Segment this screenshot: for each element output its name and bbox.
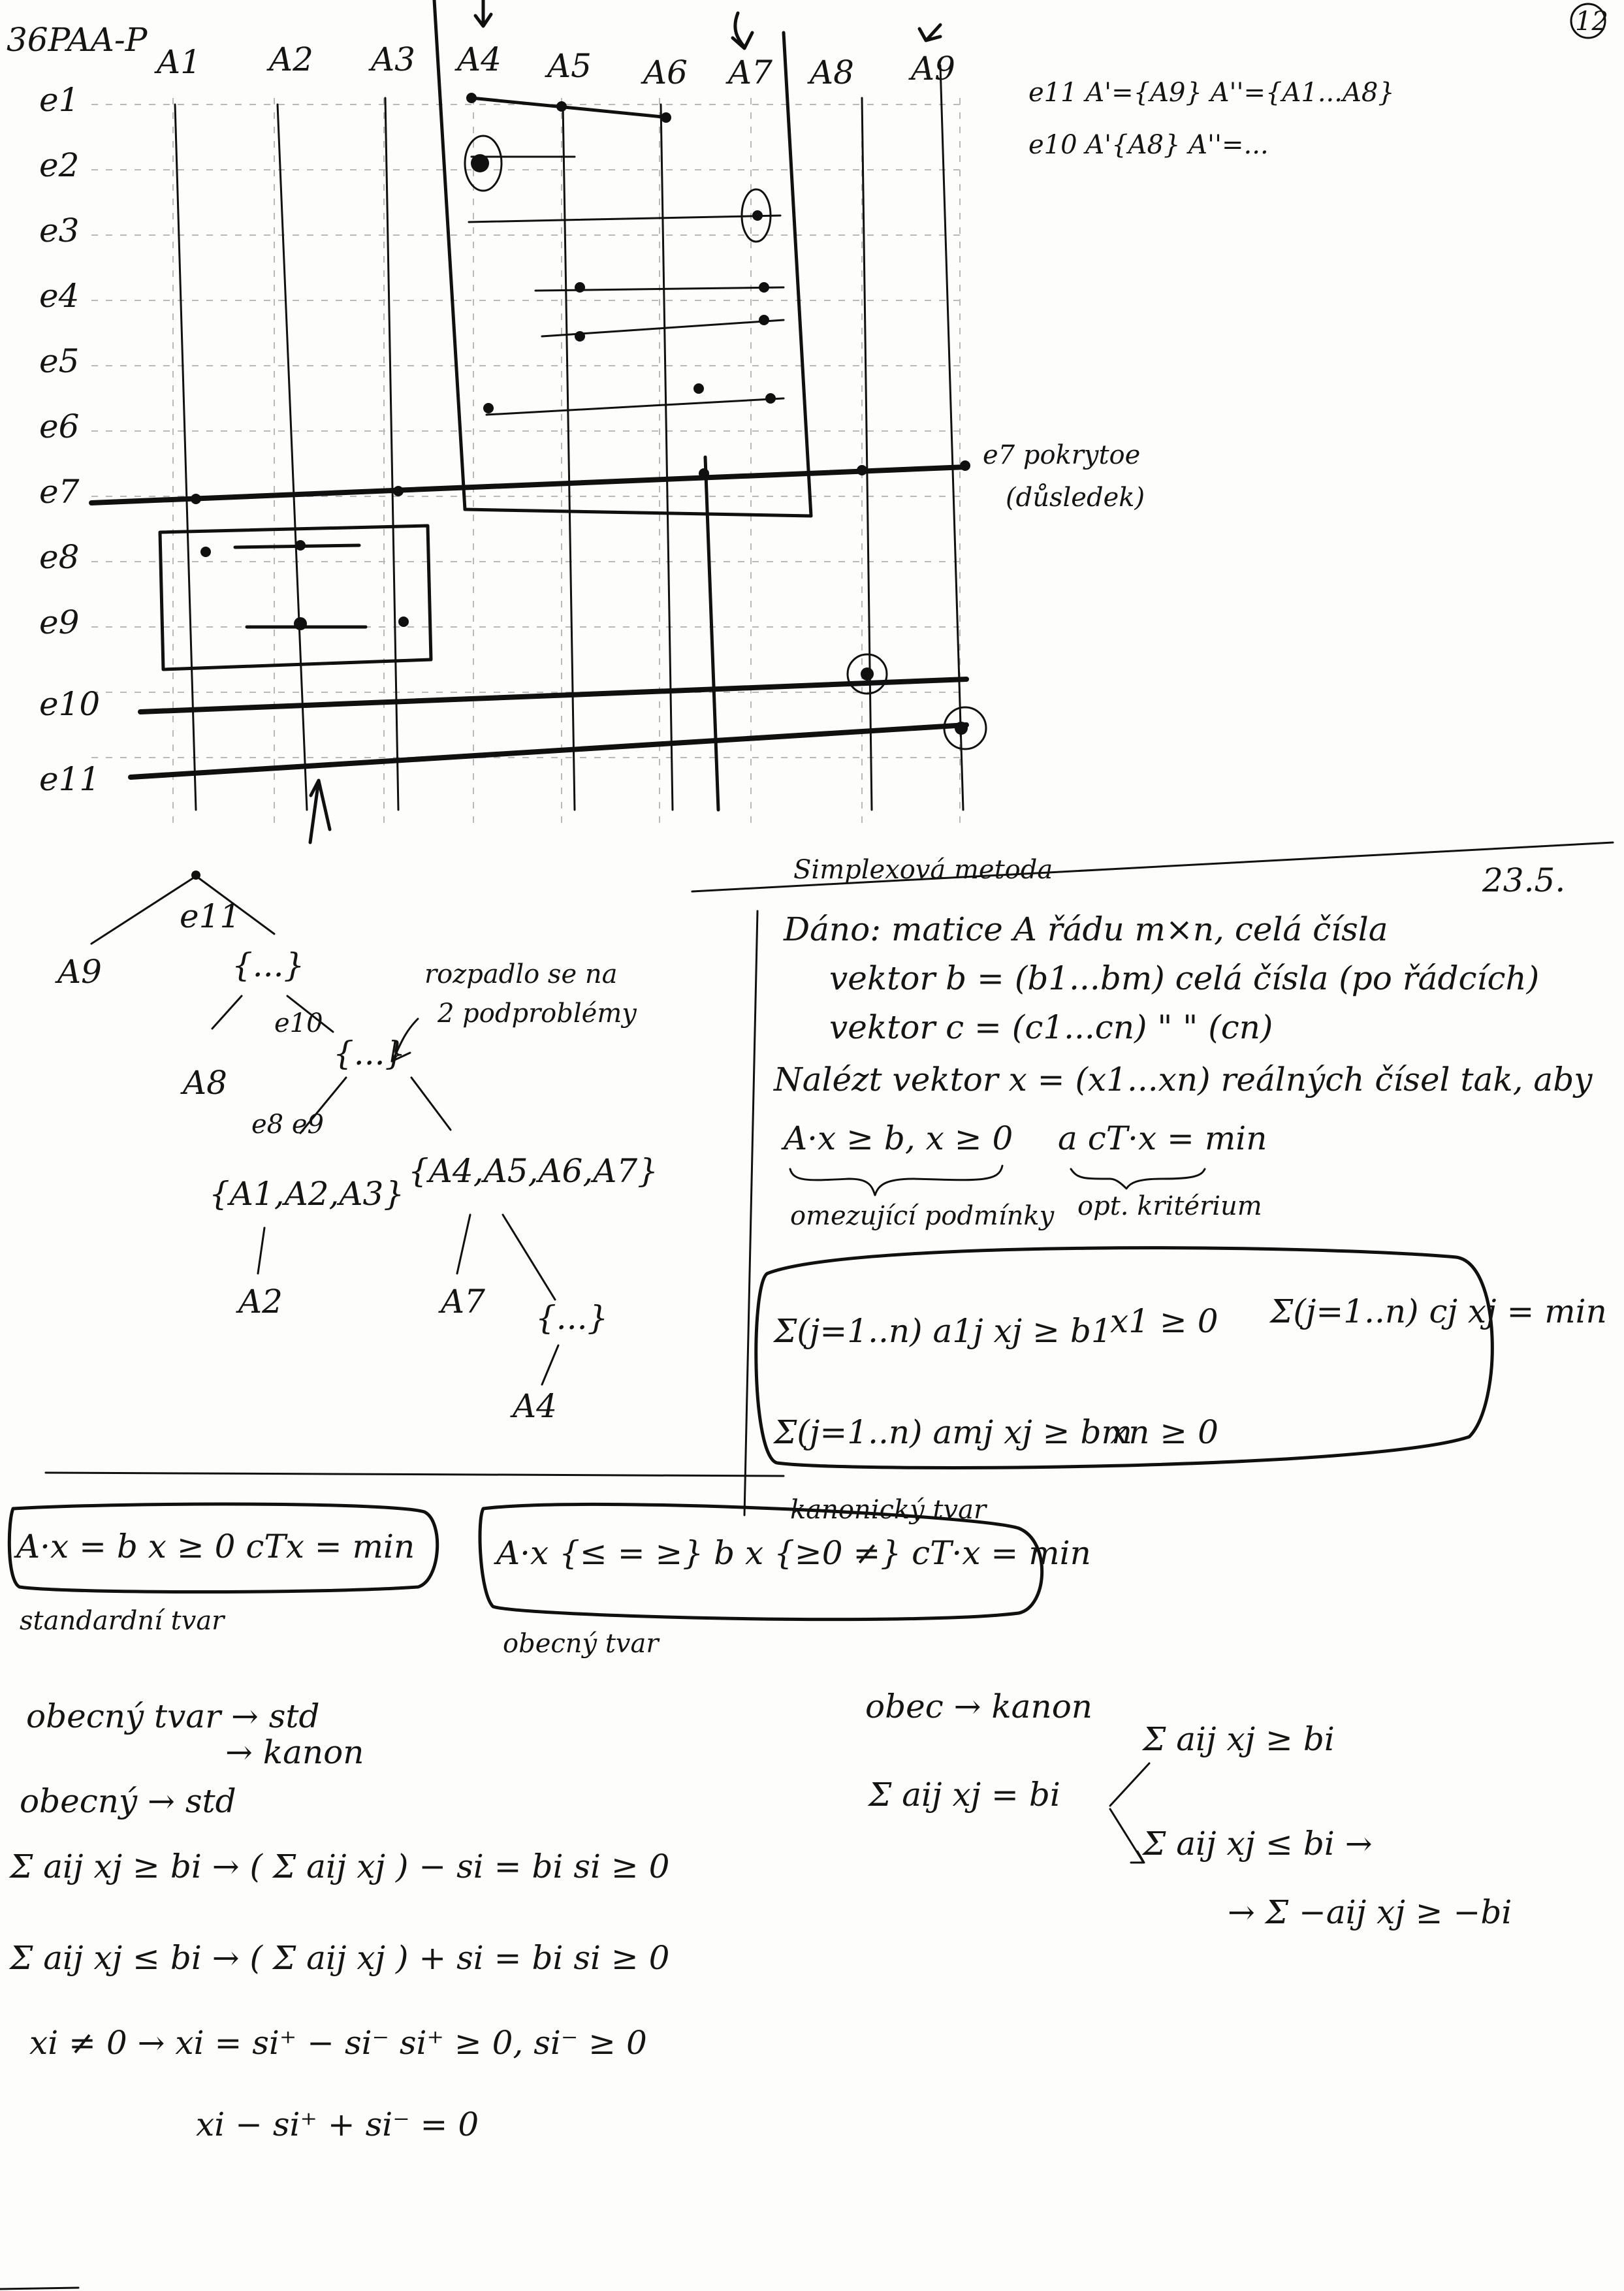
svg-text:Σ aij xj ≥ bi → ( Σ aij xj ) −: Σ aij xj ≥ bi → ( Σ aij xj ) − si = bi si ≥ 0 [10,1848,670,1885]
svg-text:rozpadlo se na: rozpadlo se na [424,959,618,989]
column-labels [154,40,955,91]
svg-text:{A4,A5,A6,A7}: {A4,A5,A6,A7} [408,1152,658,1190]
svg-text:e8 e9: e8 e9 [251,1110,324,1140]
arrow-icons [475,0,940,48]
e7-annotation: (důsledek) [1006,483,1145,513]
column-label: A5 [547,47,592,85]
svg-text:obecný tvar: obecný tvar [503,1629,659,1659]
svg-text:A4: A4 [513,1387,557,1425]
simplex-section [756,855,1607,1525]
svg-text:2 podproblémy: 2 podproblémy [438,999,637,1029]
svg-text:e11: e11 [180,897,241,935]
e7-annotation: e7 pokrytoe [983,440,1141,470]
svg-text:Σ aij xj ≤ bi → ( Σ aij xj ) +: Σ aij xj ≤ bi → ( Σ aij xj ) + si = bi si ≥ 0 [10,1939,670,1977]
svg-text:obecný tvar → std: obecný tvar → std [26,1697,320,1735]
svg-text:Σ(j=1..n) amj xj ≥ bm: Σ(j=1..n) amj xj ≥ bm [774,1413,1132,1451]
svg-text:A7: A7 [441,1283,485,1321]
svg-text:e5: e5 [39,342,80,380]
svg-text:obecný → std: obecný → std [20,1782,236,1820]
svg-text:A·x ≥ b, x ≥ 0: A·x ≥ b, x ≥ 0 [784,1119,1013,1157]
note-e11: e11 A'={A9} A''={A1...A8} [1028,78,1395,108]
svg-text:kanonický tvar: kanonický tvar [790,1495,987,1525]
svg-text:→ Σ −aij xj ≥ −bi: → Σ −aij xj ≥ −bi [1228,1893,1512,1931]
row-line-e7 [91,467,966,503]
svg-text:e3: e3 [39,212,80,249]
svg-text:A·x = b x ≥ 0 cTx = min: A·x = b x ≥ 0 cTx = min [16,1528,415,1565]
row-line-e10 [140,679,966,712]
svg-text:{A1,A2,A3}: {A1,A2,A3} [209,1175,405,1213]
forms-section [9,1504,1091,1659]
svg-text:{...}: {...} [232,946,305,984]
row-labels [39,81,100,798]
svg-text:e4: e4 [39,277,80,315]
note-e10: e10 A'{A8} A''=... [1028,130,1269,160]
page-number: 12 [1575,7,1608,37]
svg-text:e2: e2 [39,146,80,184]
svg-text:Nalézt vektor x = (x1...xn) re: Nalézt vektor x = (x1...xn) reálných čísel tak, aby [774,1061,1593,1098]
svg-text:standardní tvar: standardní tvar [20,1606,225,1636]
svg-text:Dáno: matice A řádu m×n, celá: Dáno: matice A řádu m×n, celá čísla [784,910,1388,948]
grid-horizontal [91,104,966,758]
course-code: 36PAA-P [7,21,148,59]
svg-text:omezující podmínky: omezující podmínky [790,1201,1055,1231]
svg-text:xi ≠ 0 → xi = si⁺ − si⁻ si⁺: xi ≠ 0 → xi = si⁺ − si⁻ si⁺ ≥ 0, si⁻ ≥ 0 [29,2024,647,2062]
svg-text:Σ aij xj ≥ bi: Σ aij xj ≥ bi [1143,1720,1335,1758]
svg-text:vektor c = (c1...cn) " " (cn): vektor c = (c1...cn) " " (cn) [829,1008,1273,1046]
column-label: A9 [911,50,955,88]
row-segments [469,98,784,415]
svg-text:vektor b = (b1...bm) celá čísl: vektor b = (b1...bm) celá čísla (po řádcích) [829,959,1540,997]
svg-text:A8: A8 [183,1064,227,1102]
svg-text:e7: e7 [39,473,80,511]
svg-text:Σ aij xj ≤ bi →: Σ aij xj ≤ bi → [1143,1825,1373,1863]
svg-text:e10: e10 [274,1008,323,1038]
svg-text:e6: e6 [39,408,80,445]
svg-text:Σ(j=1..n) a1j xj ≥ b1: Σ(j=1..n) a1j xj ≥ b1 [774,1312,1112,1350]
svg-text:{...}: {...} [333,1034,406,1072]
column-lines [175,0,963,810]
svg-text:A·x {≤ = ≥} b x {≥0 ≠} cT·x =: A·x {≤ = ≥} b x {≥0 ≠} cT·x = min [496,1534,1091,1572]
svg-text:x1 ≥ 0: x1 ≥ 0 [1110,1302,1218,1340]
svg-text:obec → kanon: obec → kanon [865,1688,1092,1725]
grid-vertical [173,98,960,829]
conversion-section [8,1688,1512,2143]
svg-text:→ kanon: → kanon [225,1733,364,1771]
column-label: A3 [371,40,415,78]
svg-text:Σ(j=1..n) cj xj = min: Σ(j=1..n) cj xj = min [1270,1292,1607,1330]
svg-text:23.5.: 23.5. [1482,861,1566,899]
divider [744,911,757,1515]
svg-text:A2: A2 [238,1283,283,1321]
divider [46,1473,784,1476]
arrow-up-icon [310,780,330,842]
column-label: A2 [269,40,313,78]
svg-text:e1: e1 [39,81,80,119]
svg-text:Simplexová metoda: Simplexová metoda [793,855,1053,885]
svg-text:e10: e10 [39,685,101,723]
branch-tree [55,871,658,1425]
row-line-e11 [131,725,966,777]
column-label: A1 [157,43,201,81]
column-label: A4 [457,40,502,78]
svg-text:{...}: {...} [535,1299,609,1337]
column-label: A7 [728,54,772,91]
column-label: A8 [810,54,854,91]
column-label: A6 [643,54,688,91]
block-box-a4-a7 [465,509,811,516]
svg-text:e11: e11 [39,760,101,798]
svg-text:A9: A9 [57,953,102,991]
svg-text:e9: e9 [39,603,80,641]
svg-text:Σ aij xj = bi: Σ aij xj = bi [868,1776,1060,1814]
svg-text:e8: e8 [39,538,80,576]
svg-text:xi − si⁺ + si⁻ = 0: xi − si⁺ + si⁻ = 0 [196,2106,479,2143]
svg-text:a cT·x = min: a cT·x = min [1058,1119,1267,1157]
svg-text:xn ≥ 0: xn ≥ 0 [1110,1413,1218,1451]
svg-text:opt. kritérium: opt. kritérium [1077,1191,1262,1221]
